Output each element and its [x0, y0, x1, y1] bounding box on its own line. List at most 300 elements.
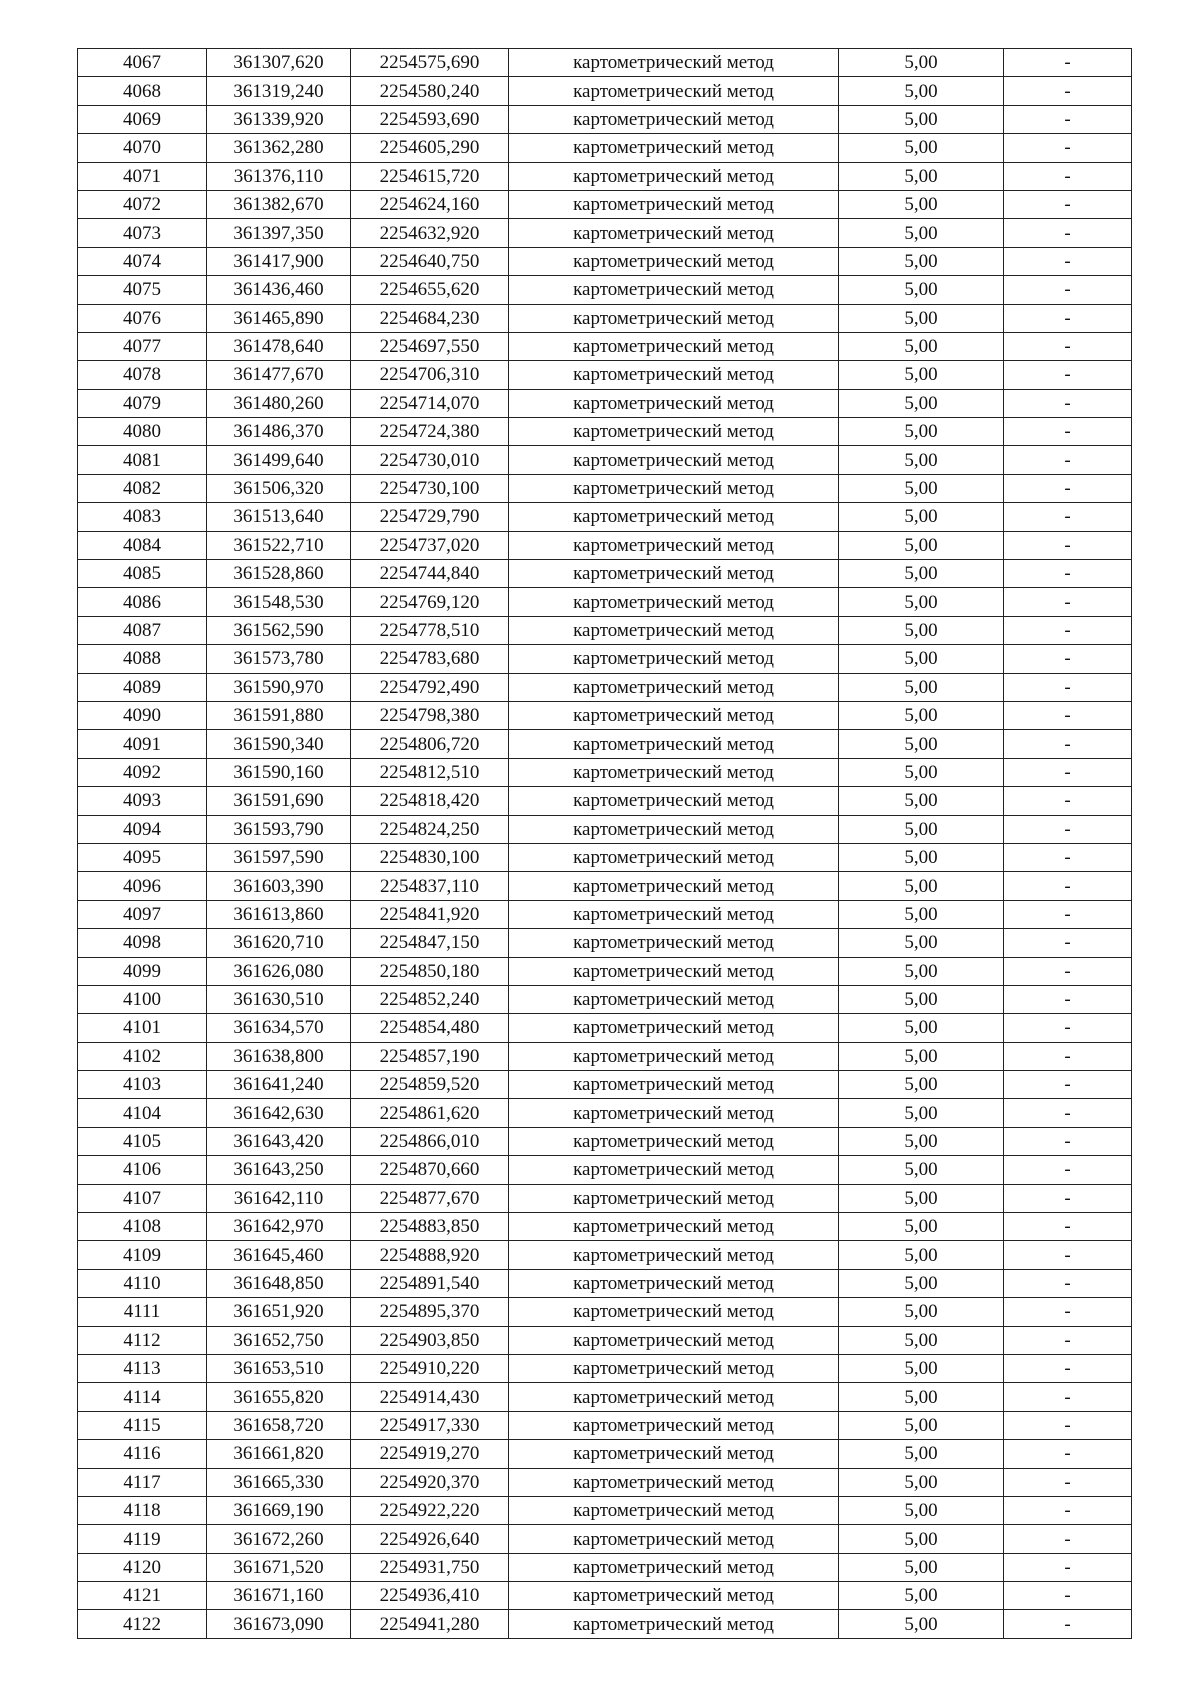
- table-row: [78, 361, 1132, 389]
- point-number-cell: 4074: [78, 247, 207, 275]
- note-cell: -: [1004, 1525, 1132, 1553]
- x-coordinate-cell: 361638,800: [207, 1042, 351, 1070]
- table-row: [78, 247, 1132, 275]
- accuracy-cell: 5,00: [839, 957, 1004, 985]
- x-coordinate-cell: 361641,240: [207, 1071, 351, 1099]
- point-number-cell: 4089: [78, 673, 207, 701]
- accuracy-cell: 5,00: [839, 247, 1004, 275]
- x-coordinate-cell: 361562,590: [207, 616, 351, 644]
- x-coordinate-cell: 361643,250: [207, 1156, 351, 1184]
- y-coordinate-cell: 2254922,220: [351, 1496, 509, 1524]
- x-coordinate-cell: 361382,670: [207, 190, 351, 218]
- accuracy-cell: 5,00: [839, 900, 1004, 928]
- y-coordinate-cell: 2254931,750: [351, 1553, 509, 1581]
- method-cell: картометрический метод: [509, 1354, 839, 1382]
- y-coordinate-cell: 2254706,310: [351, 361, 509, 389]
- table-row: [78, 957, 1132, 985]
- point-number-cell: 4082: [78, 474, 207, 502]
- note-cell: -: [1004, 758, 1132, 786]
- table-row: [78, 276, 1132, 304]
- x-coordinate-cell: 361573,780: [207, 645, 351, 673]
- note-cell: -: [1004, 332, 1132, 360]
- method-cell: картометрический метод: [509, 1525, 839, 1553]
- accuracy-cell: 5,00: [839, 531, 1004, 559]
- x-coordinate-cell: 361307,620: [207, 49, 351, 77]
- point-number-cell: 4093: [78, 787, 207, 815]
- accuracy-cell: 5,00: [839, 843, 1004, 871]
- method-cell: картометрический метод: [509, 276, 839, 304]
- point-number-cell: 4115: [78, 1411, 207, 1439]
- method-cell: картометрический метод: [509, 1496, 839, 1524]
- method-cell: картометрический метод: [509, 134, 839, 162]
- table-row: [78, 985, 1132, 1013]
- table-row: [78, 162, 1132, 190]
- method-cell: картометрический метод: [509, 588, 839, 616]
- table-row: [78, 531, 1132, 559]
- table-row: [78, 1496, 1132, 1524]
- table-row: [78, 645, 1132, 673]
- y-coordinate-cell: 2254830,100: [351, 843, 509, 871]
- note-cell: -: [1004, 531, 1132, 559]
- method-cell: картометрический метод: [509, 190, 839, 218]
- y-coordinate-cell: 2254903,850: [351, 1326, 509, 1354]
- method-cell: картометрический метод: [509, 304, 839, 332]
- note-cell: -: [1004, 1099, 1132, 1127]
- accuracy-cell: 5,00: [839, 418, 1004, 446]
- y-coordinate-cell: 2254888,920: [351, 1241, 509, 1269]
- y-coordinate-cell: 2254870,660: [351, 1156, 509, 1184]
- method-cell: картометрический метод: [509, 985, 839, 1013]
- y-coordinate-cell: 2254837,110: [351, 872, 509, 900]
- x-coordinate-cell: 361645,460: [207, 1241, 351, 1269]
- note-cell: -: [1004, 1014, 1132, 1042]
- method-cell: картометрический метод: [509, 673, 839, 701]
- method-cell: картометрический метод: [509, 929, 839, 957]
- y-coordinate-cell: 2254724,380: [351, 418, 509, 446]
- point-number-cell: 4111: [78, 1298, 207, 1326]
- method-cell: картометрический метод: [509, 645, 839, 673]
- table-row: [78, 815, 1132, 843]
- x-coordinate-cell: 361642,630: [207, 1099, 351, 1127]
- x-coordinate-cell: 361465,890: [207, 304, 351, 332]
- method-cell: картометрический метод: [509, 787, 839, 815]
- note-cell: -: [1004, 247, 1132, 275]
- note-cell: -: [1004, 1326, 1132, 1354]
- y-coordinate-cell: 2254877,670: [351, 1184, 509, 1212]
- note-cell: -: [1004, 588, 1132, 616]
- y-coordinate-cell: 2254936,410: [351, 1582, 509, 1610]
- method-cell: картометрический метод: [509, 105, 839, 133]
- note-cell: -: [1004, 1241, 1132, 1269]
- x-coordinate-cell: 361642,110: [207, 1184, 351, 1212]
- y-coordinate-cell: 2254859,520: [351, 1071, 509, 1099]
- method-cell: картометрический метод: [509, 758, 839, 786]
- accuracy-cell: 5,00: [839, 219, 1004, 247]
- table-row: [78, 503, 1132, 531]
- note-cell: -: [1004, 1440, 1132, 1468]
- accuracy-cell: 5,00: [839, 701, 1004, 729]
- method-cell: картометрический метод: [509, 701, 839, 729]
- note-cell: -: [1004, 1468, 1132, 1496]
- accuracy-cell: 5,00: [839, 1099, 1004, 1127]
- x-coordinate-cell: 361671,160: [207, 1582, 351, 1610]
- note-cell: -: [1004, 446, 1132, 474]
- point-number-cell: 4070: [78, 134, 207, 162]
- accuracy-cell: 5,00: [839, 588, 1004, 616]
- accuracy-cell: 5,00: [839, 673, 1004, 701]
- point-number-cell: 4102: [78, 1042, 207, 1070]
- point-number-cell: 4103: [78, 1071, 207, 1099]
- point-number-cell: 4092: [78, 758, 207, 786]
- method-cell: картометрический метод: [509, 247, 839, 275]
- point-number-cell: 4117: [78, 1468, 207, 1496]
- x-coordinate-cell: 361590,970: [207, 673, 351, 701]
- y-coordinate-cell: 2254941,280: [351, 1610, 509, 1638]
- x-coordinate-cell: 361642,970: [207, 1213, 351, 1241]
- method-cell: картометрический метод: [509, 1014, 839, 1042]
- accuracy-cell: 5,00: [839, 105, 1004, 133]
- method-cell: картометрический метод: [509, 361, 839, 389]
- y-coordinate-cell: 2254857,190: [351, 1042, 509, 1070]
- x-coordinate-cell: 361362,280: [207, 134, 351, 162]
- table-row: [78, 49, 1132, 77]
- note-cell: -: [1004, 49, 1132, 77]
- table-row: [78, 1156, 1132, 1184]
- y-coordinate-cell: 2254847,150: [351, 929, 509, 957]
- note-cell: -: [1004, 503, 1132, 531]
- note-cell: -: [1004, 276, 1132, 304]
- method-cell: картометрический метод: [509, 1553, 839, 1581]
- y-coordinate-cell: 2254852,240: [351, 985, 509, 1013]
- point-number-cell: 4104: [78, 1099, 207, 1127]
- table-row: [78, 588, 1132, 616]
- method-cell: картометрический метод: [509, 843, 839, 871]
- note-cell: -: [1004, 219, 1132, 247]
- table-row: [78, 843, 1132, 871]
- y-coordinate-cell: 2254798,380: [351, 701, 509, 729]
- method-cell: картометрический метод: [509, 1213, 839, 1241]
- table-row: [78, 1042, 1132, 1070]
- note-cell: -: [1004, 1156, 1132, 1184]
- x-coordinate-cell: 361643,420: [207, 1127, 351, 1155]
- note-cell: -: [1004, 1269, 1132, 1297]
- method-cell: картометрический метод: [509, 1184, 839, 1212]
- method-cell: картометрический метод: [509, 474, 839, 502]
- point-number-cell: 4108: [78, 1213, 207, 1241]
- accuracy-cell: 5,00: [839, 985, 1004, 1013]
- method-cell: картометрический метод: [509, 389, 839, 417]
- accuracy-cell: 5,00: [839, 1553, 1004, 1581]
- note-cell: -: [1004, 673, 1132, 701]
- x-coordinate-cell: 361648,850: [207, 1269, 351, 1297]
- table-row: [78, 190, 1132, 218]
- method-cell: картометрический метод: [509, 162, 839, 190]
- x-coordinate-cell: 361486,370: [207, 418, 351, 446]
- method-cell: картометрический метод: [509, 1156, 839, 1184]
- point-number-cell: 4099: [78, 957, 207, 985]
- accuracy-cell: 5,00: [839, 1127, 1004, 1155]
- note-cell: -: [1004, 616, 1132, 644]
- method-cell: картометрический метод: [509, 1127, 839, 1155]
- accuracy-cell: 5,00: [839, 1326, 1004, 1354]
- x-coordinate-cell: 361397,350: [207, 219, 351, 247]
- y-coordinate-cell: 2254640,750: [351, 247, 509, 275]
- method-cell: картометрический метод: [509, 418, 839, 446]
- y-coordinate-cell: 2254841,920: [351, 900, 509, 928]
- method-cell: картометрический метод: [509, 1099, 839, 1127]
- accuracy-cell: 5,00: [839, 49, 1004, 77]
- y-coordinate-cell: 2254655,620: [351, 276, 509, 304]
- note-cell: -: [1004, 389, 1132, 417]
- note-cell: -: [1004, 304, 1132, 332]
- note-cell: -: [1004, 645, 1132, 673]
- point-number-cell: 4068: [78, 77, 207, 105]
- accuracy-cell: 5,00: [839, 1582, 1004, 1610]
- accuracy-cell: 5,00: [839, 787, 1004, 815]
- accuracy-cell: 5,00: [839, 304, 1004, 332]
- point-number-cell: 4090: [78, 701, 207, 729]
- y-coordinate-cell: 2254891,540: [351, 1269, 509, 1297]
- y-coordinate-cell: 2254812,510: [351, 758, 509, 786]
- accuracy-cell: 5,00: [839, 758, 1004, 786]
- note-cell: -: [1004, 162, 1132, 190]
- x-coordinate-cell: 361620,710: [207, 929, 351, 957]
- point-number-cell: 4076: [78, 304, 207, 332]
- method-cell: картометрический метод: [509, 1440, 839, 1468]
- point-number-cell: 4077: [78, 332, 207, 360]
- y-coordinate-cell: 2254850,180: [351, 957, 509, 985]
- note-cell: -: [1004, 560, 1132, 588]
- y-coordinate-cell: 2254624,160: [351, 190, 509, 218]
- method-cell: картометрический метод: [509, 503, 839, 531]
- x-coordinate-cell: 361655,820: [207, 1383, 351, 1411]
- y-coordinate-cell: 2254917,330: [351, 1411, 509, 1439]
- table-row: [78, 787, 1132, 815]
- method-cell: картометрический метод: [509, 1582, 839, 1610]
- table-row: [78, 560, 1132, 588]
- table-row: [78, 1014, 1132, 1042]
- point-number-cell: 4119: [78, 1525, 207, 1553]
- note-cell: -: [1004, 1553, 1132, 1581]
- x-coordinate-cell: 361339,920: [207, 105, 351, 133]
- table-row: [78, 673, 1132, 701]
- y-coordinate-cell: 2254926,640: [351, 1525, 509, 1553]
- accuracy-cell: 5,00: [839, 276, 1004, 304]
- y-coordinate-cell: 2254580,240: [351, 77, 509, 105]
- accuracy-cell: 5,00: [839, 1184, 1004, 1212]
- y-coordinate-cell: 2254861,620: [351, 1099, 509, 1127]
- x-coordinate-cell: 361661,820: [207, 1440, 351, 1468]
- method-cell: картометрический метод: [509, 1383, 839, 1411]
- point-number-cell: 4081: [78, 446, 207, 474]
- accuracy-cell: 5,00: [839, 134, 1004, 162]
- table-row: [78, 730, 1132, 758]
- table-body: [78, 49, 1132, 1639]
- accuracy-cell: 5,00: [839, 1156, 1004, 1184]
- note-cell: -: [1004, 1213, 1132, 1241]
- table-row: [78, 304, 1132, 332]
- note-cell: -: [1004, 1383, 1132, 1411]
- table-row: [78, 900, 1132, 928]
- y-coordinate-cell: 2254919,270: [351, 1440, 509, 1468]
- y-coordinate-cell: 2254744,840: [351, 560, 509, 588]
- y-coordinate-cell: 2254593,690: [351, 105, 509, 133]
- point-number-cell: 4096: [78, 872, 207, 900]
- table-row: [78, 1241, 1132, 1269]
- y-coordinate-cell: 2254854,480: [351, 1014, 509, 1042]
- accuracy-cell: 5,00: [839, 1269, 1004, 1297]
- table-row: [78, 332, 1132, 360]
- x-coordinate-cell: 361522,710: [207, 531, 351, 559]
- method-cell: картометрический метод: [509, 1071, 839, 1099]
- x-coordinate-cell: 361593,790: [207, 815, 351, 843]
- table-row: [78, 1525, 1132, 1553]
- table-row: [78, 446, 1132, 474]
- point-number-cell: 4091: [78, 730, 207, 758]
- table-row: [78, 134, 1132, 162]
- point-number-cell: 4072: [78, 190, 207, 218]
- x-coordinate-cell: 361480,260: [207, 389, 351, 417]
- point-number-cell: 4098: [78, 929, 207, 957]
- x-coordinate-cell: 361417,900: [207, 247, 351, 275]
- note-cell: -: [1004, 1354, 1132, 1382]
- note-cell: -: [1004, 105, 1132, 133]
- x-coordinate-cell: 361477,670: [207, 361, 351, 389]
- x-coordinate-cell: 361548,530: [207, 588, 351, 616]
- x-coordinate-cell: 361651,920: [207, 1298, 351, 1326]
- table-row: [78, 872, 1132, 900]
- table-row: [78, 77, 1132, 105]
- y-coordinate-cell: 2254729,790: [351, 503, 509, 531]
- note-cell: -: [1004, 474, 1132, 502]
- coordinates-table: [77, 48, 1132, 1639]
- accuracy-cell: 5,00: [839, 560, 1004, 588]
- point-number-cell: 4113: [78, 1354, 207, 1382]
- point-number-cell: 4095: [78, 843, 207, 871]
- point-number-cell: 4088: [78, 645, 207, 673]
- point-number-cell: 4084: [78, 531, 207, 559]
- y-coordinate-cell: 2254920,370: [351, 1468, 509, 1496]
- x-coordinate-cell: 361597,590: [207, 843, 351, 871]
- table-row: [78, 1071, 1132, 1099]
- method-cell: картометрический метод: [509, 560, 839, 588]
- x-coordinate-cell: 361478,640: [207, 332, 351, 360]
- x-coordinate-cell: 361591,690: [207, 787, 351, 815]
- point-number-cell: 4110: [78, 1269, 207, 1297]
- point-number-cell: 4105: [78, 1127, 207, 1155]
- accuracy-cell: 5,00: [839, 1014, 1004, 1042]
- note-cell: -: [1004, 1184, 1132, 1212]
- method-cell: картометрический метод: [509, 730, 839, 758]
- point-number-cell: 4120: [78, 1553, 207, 1581]
- x-coordinate-cell: 361653,510: [207, 1354, 351, 1382]
- note-cell: -: [1004, 701, 1132, 729]
- table-row: [78, 1099, 1132, 1127]
- x-coordinate-cell: 361658,720: [207, 1411, 351, 1439]
- table-row: [78, 1582, 1132, 1610]
- y-coordinate-cell: 2254914,430: [351, 1383, 509, 1411]
- x-coordinate-cell: 361652,750: [207, 1326, 351, 1354]
- method-cell: картометрический метод: [509, 1411, 839, 1439]
- table-row: [78, 1354, 1132, 1382]
- accuracy-cell: 5,00: [839, 1042, 1004, 1070]
- y-coordinate-cell: 2254783,680: [351, 645, 509, 673]
- table-row: [78, 1213, 1132, 1241]
- y-coordinate-cell: 2254697,550: [351, 332, 509, 360]
- x-coordinate-cell: 361499,640: [207, 446, 351, 474]
- y-coordinate-cell: 2254737,020: [351, 531, 509, 559]
- table-row: [78, 1610, 1132, 1638]
- point-number-cell: 4080: [78, 418, 207, 446]
- method-cell: картометрический метод: [509, 332, 839, 360]
- note-cell: -: [1004, 1071, 1132, 1099]
- y-coordinate-cell: 2254824,250: [351, 815, 509, 843]
- y-coordinate-cell: 2254818,420: [351, 787, 509, 815]
- note-cell: -: [1004, 957, 1132, 985]
- point-number-cell: 4079: [78, 389, 207, 417]
- y-coordinate-cell: 2254575,690: [351, 49, 509, 77]
- x-coordinate-cell: 361613,860: [207, 900, 351, 928]
- table-row: [78, 1553, 1132, 1581]
- method-cell: картометрический метод: [509, 77, 839, 105]
- point-number-cell: 4067: [78, 49, 207, 77]
- note-cell: -: [1004, 985, 1132, 1013]
- y-coordinate-cell: 2254730,010: [351, 446, 509, 474]
- note-cell: -: [1004, 872, 1132, 900]
- table-row: [78, 418, 1132, 446]
- table-row: [78, 929, 1132, 957]
- x-coordinate-cell: 361626,080: [207, 957, 351, 985]
- point-number-cell: 4069: [78, 105, 207, 133]
- point-number-cell: 4114: [78, 1383, 207, 1411]
- table-row: [78, 219, 1132, 247]
- y-coordinate-cell: 2254684,230: [351, 304, 509, 332]
- method-cell: картометрический метод: [509, 446, 839, 474]
- point-number-cell: 4078: [78, 361, 207, 389]
- method-cell: картометрический метод: [509, 1326, 839, 1354]
- x-coordinate-cell: 361513,640: [207, 503, 351, 531]
- accuracy-cell: 5,00: [839, 929, 1004, 957]
- accuracy-cell: 5,00: [839, 1525, 1004, 1553]
- point-number-cell: 4083: [78, 503, 207, 531]
- method-cell: картометрический метод: [509, 1042, 839, 1070]
- note-cell: -: [1004, 900, 1132, 928]
- accuracy-cell: 5,00: [839, 162, 1004, 190]
- accuracy-cell: 5,00: [839, 616, 1004, 644]
- table-row: [78, 1440, 1132, 1468]
- point-number-cell: 4107: [78, 1184, 207, 1212]
- x-coordinate-cell: 361376,110: [207, 162, 351, 190]
- accuracy-cell: 5,00: [839, 503, 1004, 531]
- y-coordinate-cell: 2254605,290: [351, 134, 509, 162]
- accuracy-cell: 5,00: [839, 446, 1004, 474]
- note-cell: -: [1004, 134, 1132, 162]
- accuracy-cell: 5,00: [839, 1354, 1004, 1382]
- note-cell: -: [1004, 1496, 1132, 1524]
- method-cell: картометрический метод: [509, 1298, 839, 1326]
- method-cell: картометрический метод: [509, 872, 839, 900]
- accuracy-cell: 5,00: [839, 1071, 1004, 1099]
- table-row: [78, 389, 1132, 417]
- method-cell: картометрический метод: [509, 49, 839, 77]
- method-cell: картометрический метод: [509, 815, 839, 843]
- point-number-cell: 4086: [78, 588, 207, 616]
- point-number-cell: 4109: [78, 1241, 207, 1269]
- y-coordinate-cell: 2254895,370: [351, 1298, 509, 1326]
- x-coordinate-cell: 361603,390: [207, 872, 351, 900]
- y-coordinate-cell: 2254632,920: [351, 219, 509, 247]
- accuracy-cell: 5,00: [839, 389, 1004, 417]
